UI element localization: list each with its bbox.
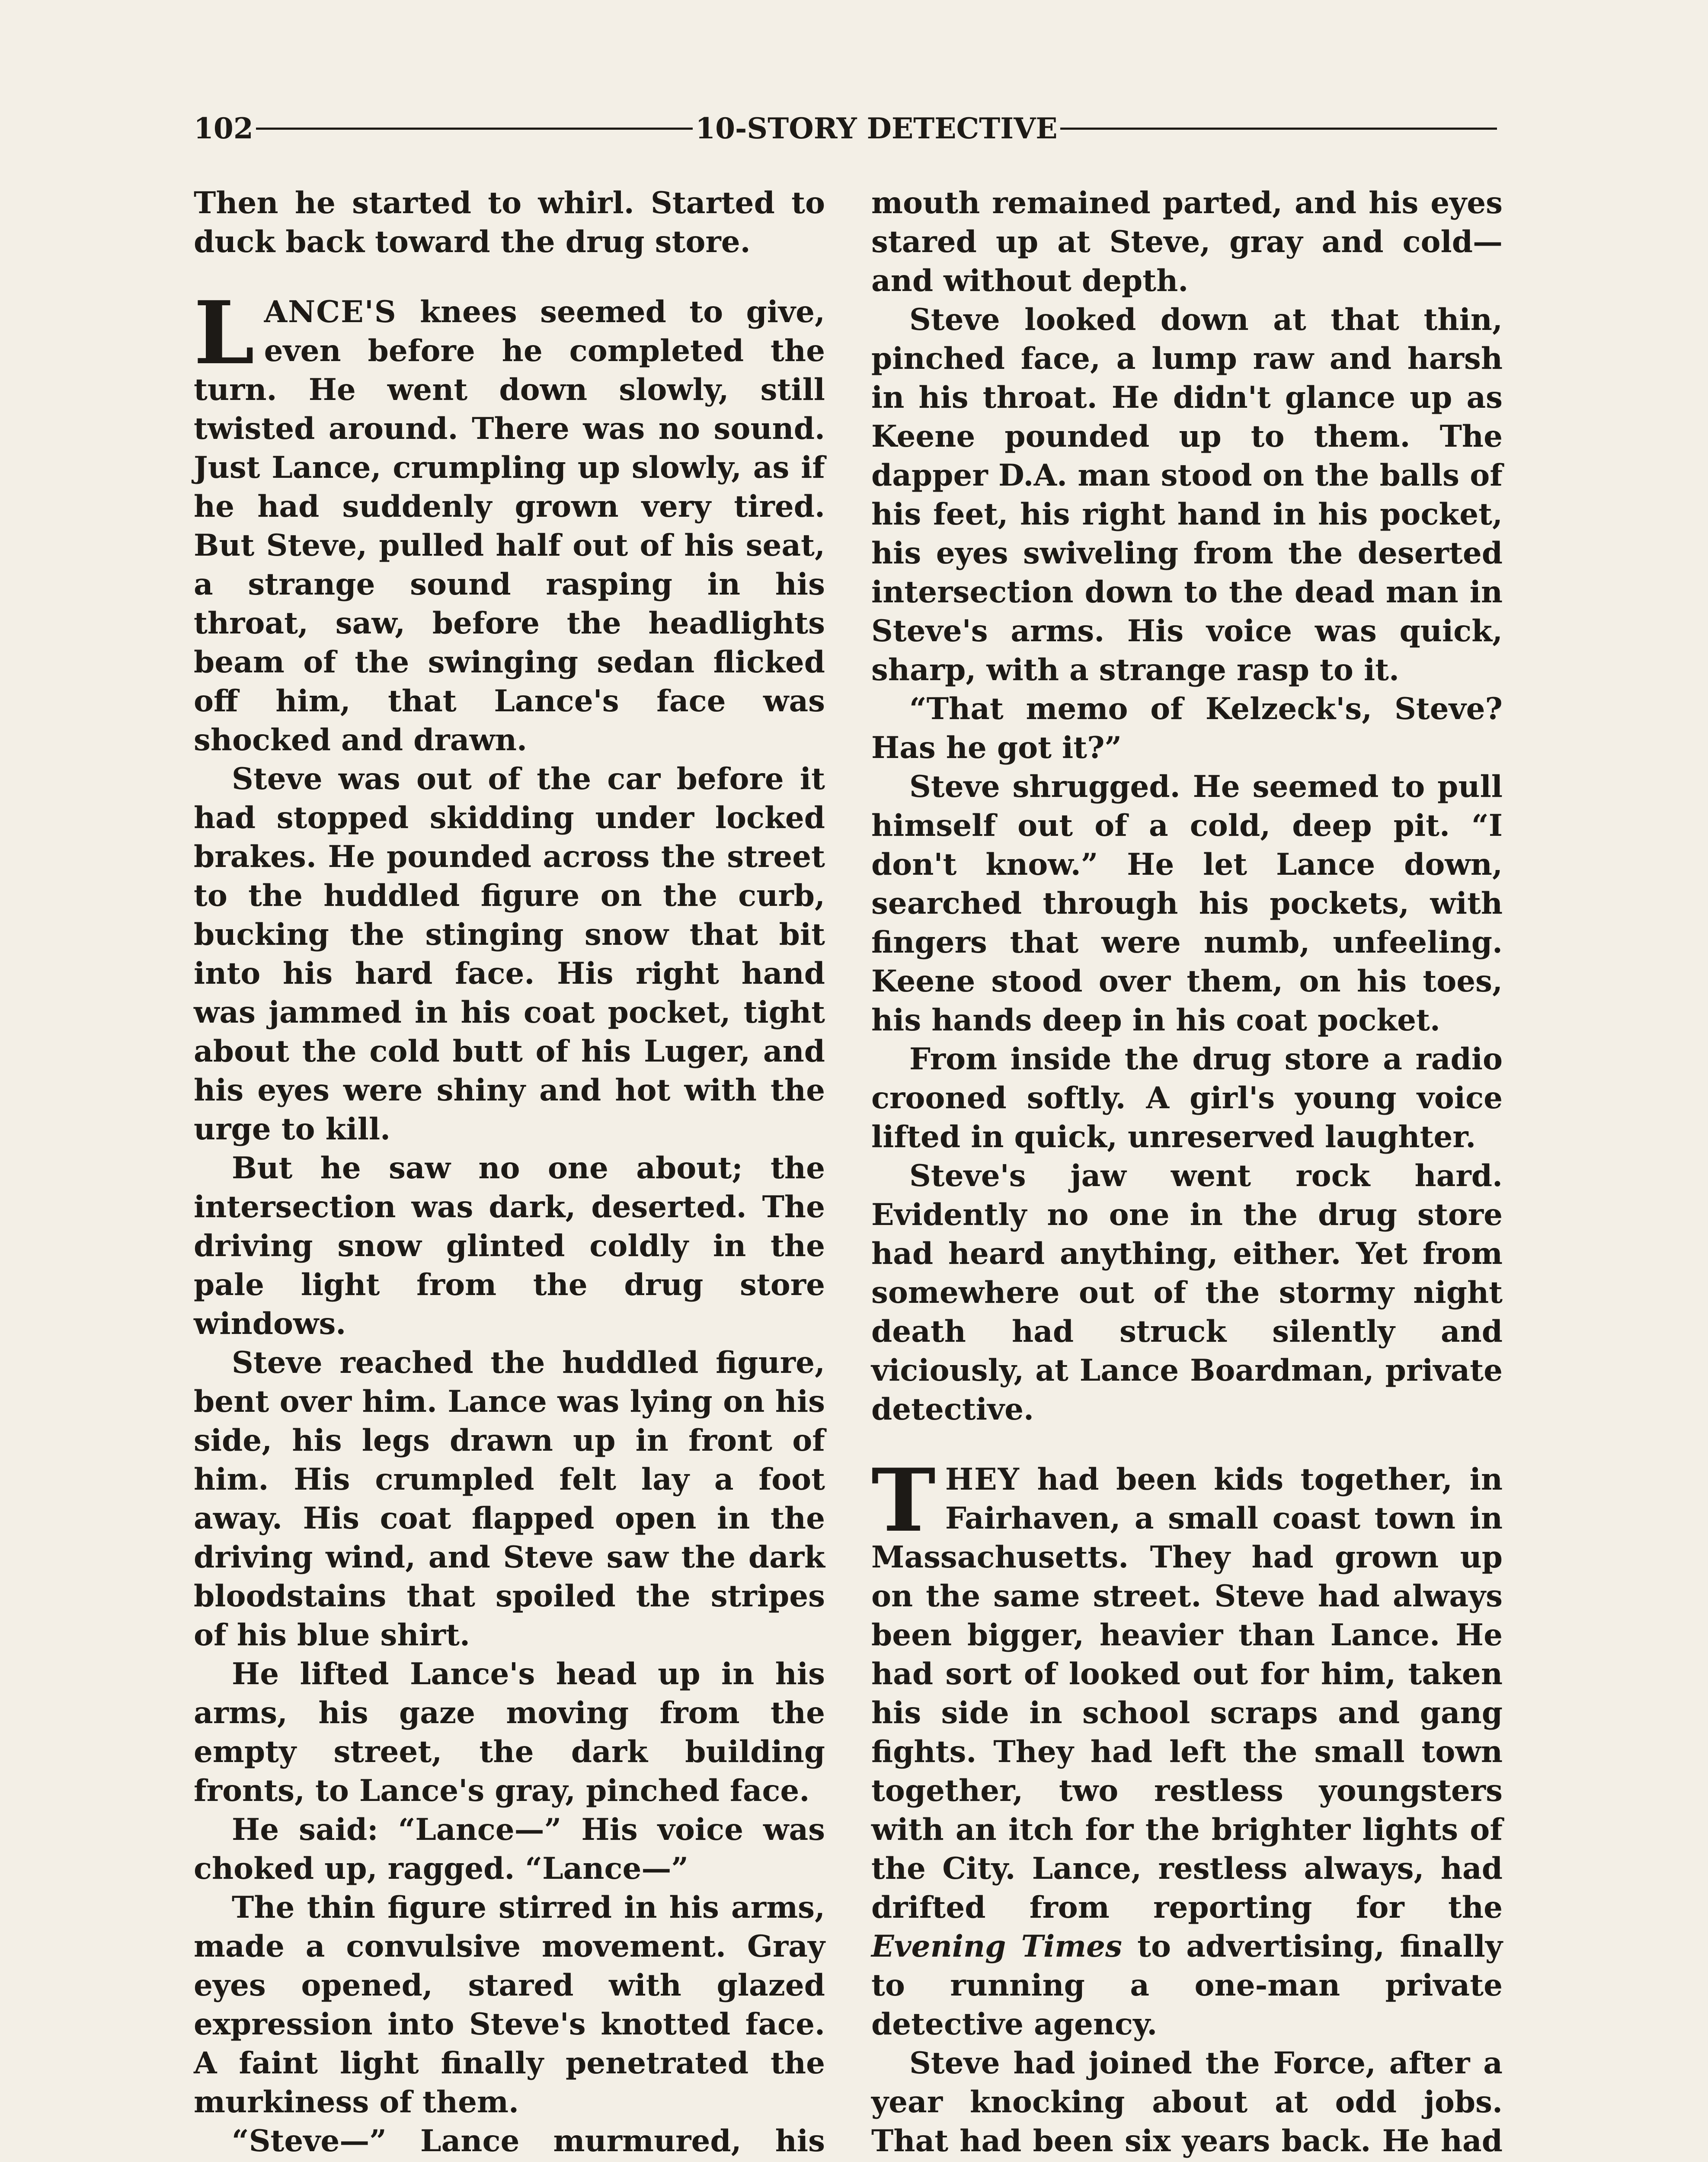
small-caps-lead: HEY: [945, 1462, 1020, 1497]
paragraph-with-dropcap: [871, 1450, 1503, 2044]
drop-cap: L: [194, 282, 255, 384]
paragraph: Then he started to whirl. Started to duck back toward the drug store.: [194, 185, 825, 259]
paragraph-text: to advertising, finally to running a one-man private detective agency.: [871, 1929, 1503, 2042]
left-column: [194, 184, 825, 2162]
drop-cap: T: [871, 1450, 936, 1551]
right-column: [871, 184, 1503, 2162]
paragraph: He said: “Lance—” His voice was choked up, ragged. “Lance—”: [194, 1812, 825, 1886]
paragraph: mouth remained parted, and his eyes stared up at Steve, gray and cold—and without depth.: [871, 185, 1503, 298]
paragraph: “Steve—” Lance murmured, his: [232, 2124, 825, 2159]
paragraph: But he saw no one about; the intersection was dark, deserted. The driving snow glinted coldly in the pale light from the drug store windows.: [194, 1151, 825, 1341]
header-rule-left: [256, 128, 693, 130]
paragraph: From inside the drug store a radio crooned softly. A girl's young voice lifted in quick, unreserved laughter.: [871, 1042, 1503, 1155]
paragraph: He lifted Lance's head up in his arms, his gaze moving from the empty street, the dark building fronts, to Lance's gray, pinched face.: [194, 1657, 825, 1808]
running-header: [194, 109, 1500, 148]
italic-title: Evening Times: [871, 1929, 1122, 1964]
paragraph: The thin figure stirred in his arms, made a convulsive movement. Gray eyes opened, stared with glazed expression into Steve's knotted face. A faint light finally penetrated the murkiness of them.: [194, 1890, 825, 2120]
paragraph-with-dropcap: [194, 282, 825, 760]
paragraph: “That memo of Kelzeck's, Steve? Has he got it?”: [871, 691, 1503, 765]
paragraph: Steve looked down at that thin, pinched face, a lump raw and harsh in his throat. He didn't glance up as Keene pounded up to them. The dapper D.A. man stood on the balls of his feet, his right hand in his pocket, his eyes swiveling from the deserted intersection down to the dead man in Steve's arms. His voice was quick, sharp, with a strange rasp to it.: [871, 302, 1503, 688]
paragraph: Steve reached the huddled figure, bent over him. Lance was lying on his side, his legs drawn up in front of him. His crumpled felt lay a foot away. His coat flapped open in the driving wind, and Steve saw the dark bloodstains that spoiled the stripes of his blue shirt.: [194, 1345, 825, 1653]
paragraph-text: had been kids together, in Fairhaven, a small coast town in Massachusetts. They had grown up on the same street. Steve had always been bigger, heavier than Lance. He had sort of looked out for him, taken his side in school scraps and gang fights. They had left the small town together, two restless youngsters with an itch for the brighter lights of the City. Lance, restless always, had drifted from reporting for the: [871, 1462, 1503, 1925]
paragraph: Steve was out of the car before it had stopped skidding under locked brakes. He pounded across the street to the huddled figure on the curb, bucking the stinging snow that bit into his hard face. His right hand was jammed in his coat pocket, tight about the cold butt of his Luger, and his eyes were shiny and hot with the urge to kill.: [194, 761, 825, 1147]
paragraph: Steve's jaw went rock hard. Evidently no one in the drug store had heard anything, either. Yet from somewhere out of the stormy night death had struck silently and viciously, at Lance Boardman, private detective.: [871, 1158, 1503, 1427]
paragraph: Steve had joined the Force, after a year knocking about at odd jobs. That had been six years back. He had: [871, 2046, 1503, 2159]
small-caps-lead: ANCE'S: [264, 294, 397, 329]
paragraph-text: knees seemed to give, even before he completed the turn. He went down slowly, still twisted around. There was no sound. Just Lance, crumpling up slowly, as if he had suddenly grown very tired. But Steve, pulled half out of his seat, a strange sound rasping in his throat, saw, before the headlights beam of the swinging sedan flicked off him, that Lance's face was shocked and drawn.: [194, 294, 825, 758]
header-rule-right: [1060, 128, 1497, 130]
magazine-title: 10-STORY DETECTIVE: [695, 112, 1058, 145]
paragraph: Steve shrugged. He seemed to pull himself out of a cold, deep pit. “I don't know.” He let Lance down, searched through his pockets, with fingers that were numb, unfeeling. Keene stood over them, on his toes, his hands deep in his coat pocket.: [871, 769, 1503, 1038]
page-number: 102: [194, 112, 253, 145]
